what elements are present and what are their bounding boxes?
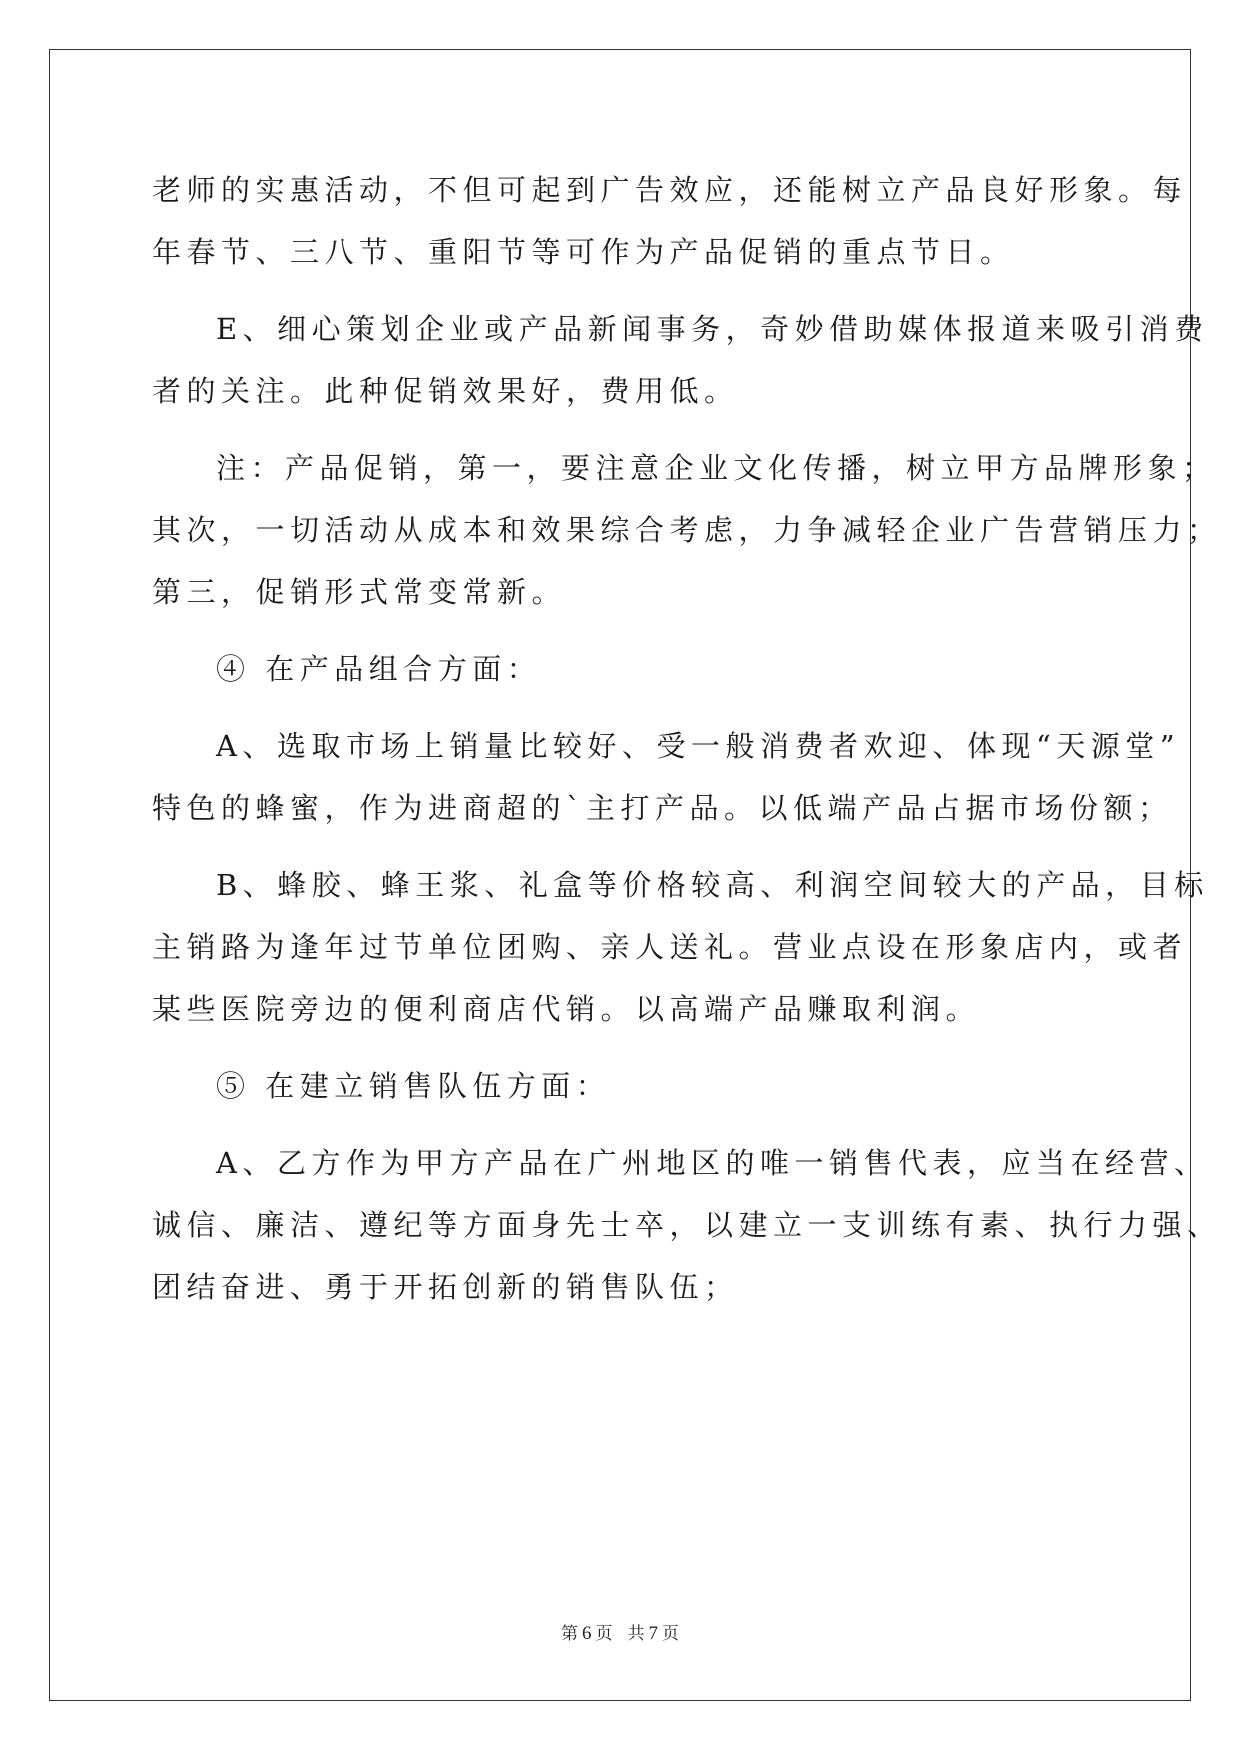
section-heading: ④ 在产品组合方面： bbox=[216, 652, 542, 686]
text-line: 第三，促销形式常变常新。 bbox=[152, 575, 567, 609]
paragraph-start-line: A、选取市场上销量比较好、受一般消费者欢迎、体现“天源堂” bbox=[216, 729, 1181, 763]
paragraph-start-line: A、乙方作为甲方产品在广州地区的唯一销售代表，应当在经营、 bbox=[216, 1146, 1209, 1180]
page-number: 6 bbox=[582, 1623, 593, 1644]
total-label-suffix: 页 bbox=[662, 1624, 680, 1644]
paragraph-start-line: 注：产品促销，第一，要注意企业文化传播，树立甲方品牌形象； bbox=[216, 451, 1217, 485]
text-line: 特色的蜂蜜，作为进商超的`主打产品。以低端产品占据市场份额； bbox=[152, 791, 1173, 825]
text-line: 主销路为逢年过节单位团购、亲人送礼。营业点设在形象店内，或者 bbox=[152, 930, 1188, 964]
text-line: 诚信、廉洁、遵纪等方面身先士卒，以建立一支训练有素、执行力强、 bbox=[152, 1208, 1222, 1242]
page-label-suffix: 页 bbox=[595, 1624, 614, 1644]
paragraph-start-line: B、蜂胶、蜂王浆、礼盒等价格较高、利润空间较大的产品，目标 bbox=[216, 868, 1209, 902]
paragraph-start-line: E、细心策划企业或产品新闻事务，奇妙借助媒体报道来吸引消费 bbox=[216, 312, 1209, 346]
total-pages: 7 bbox=[648, 1623, 659, 1644]
text-line: 者的关注。此种促销效果好，费用低。 bbox=[152, 374, 739, 408]
total-label-prefix: 共 bbox=[627, 1624, 646, 1644]
text-line: 团结奋进、勇于开拓创新的销售队伍； bbox=[152, 1270, 739, 1304]
page-label-prefix: 第 bbox=[561, 1624, 579, 1644]
section-heading: ⑤ 在建立销售队伍方面： bbox=[216, 1069, 611, 1103]
text-line: 其次，一切活动从成本和效果综合考虑，力争减轻企业广告营销压力； bbox=[152, 513, 1222, 547]
page-footer bbox=[0, 1622, 1241, 1646]
text-line: 年春节、三八节、重阳节等可作为产品促销的重点节日。 bbox=[152, 235, 1015, 269]
text-line: 老师的实惠活动，不但可起到广告效应，还能树立产品良好形象。每 bbox=[152, 173, 1188, 207]
text-line: 某些医院旁边的便利商店代销。以高端产品赚取利润。 bbox=[152, 992, 981, 1026]
